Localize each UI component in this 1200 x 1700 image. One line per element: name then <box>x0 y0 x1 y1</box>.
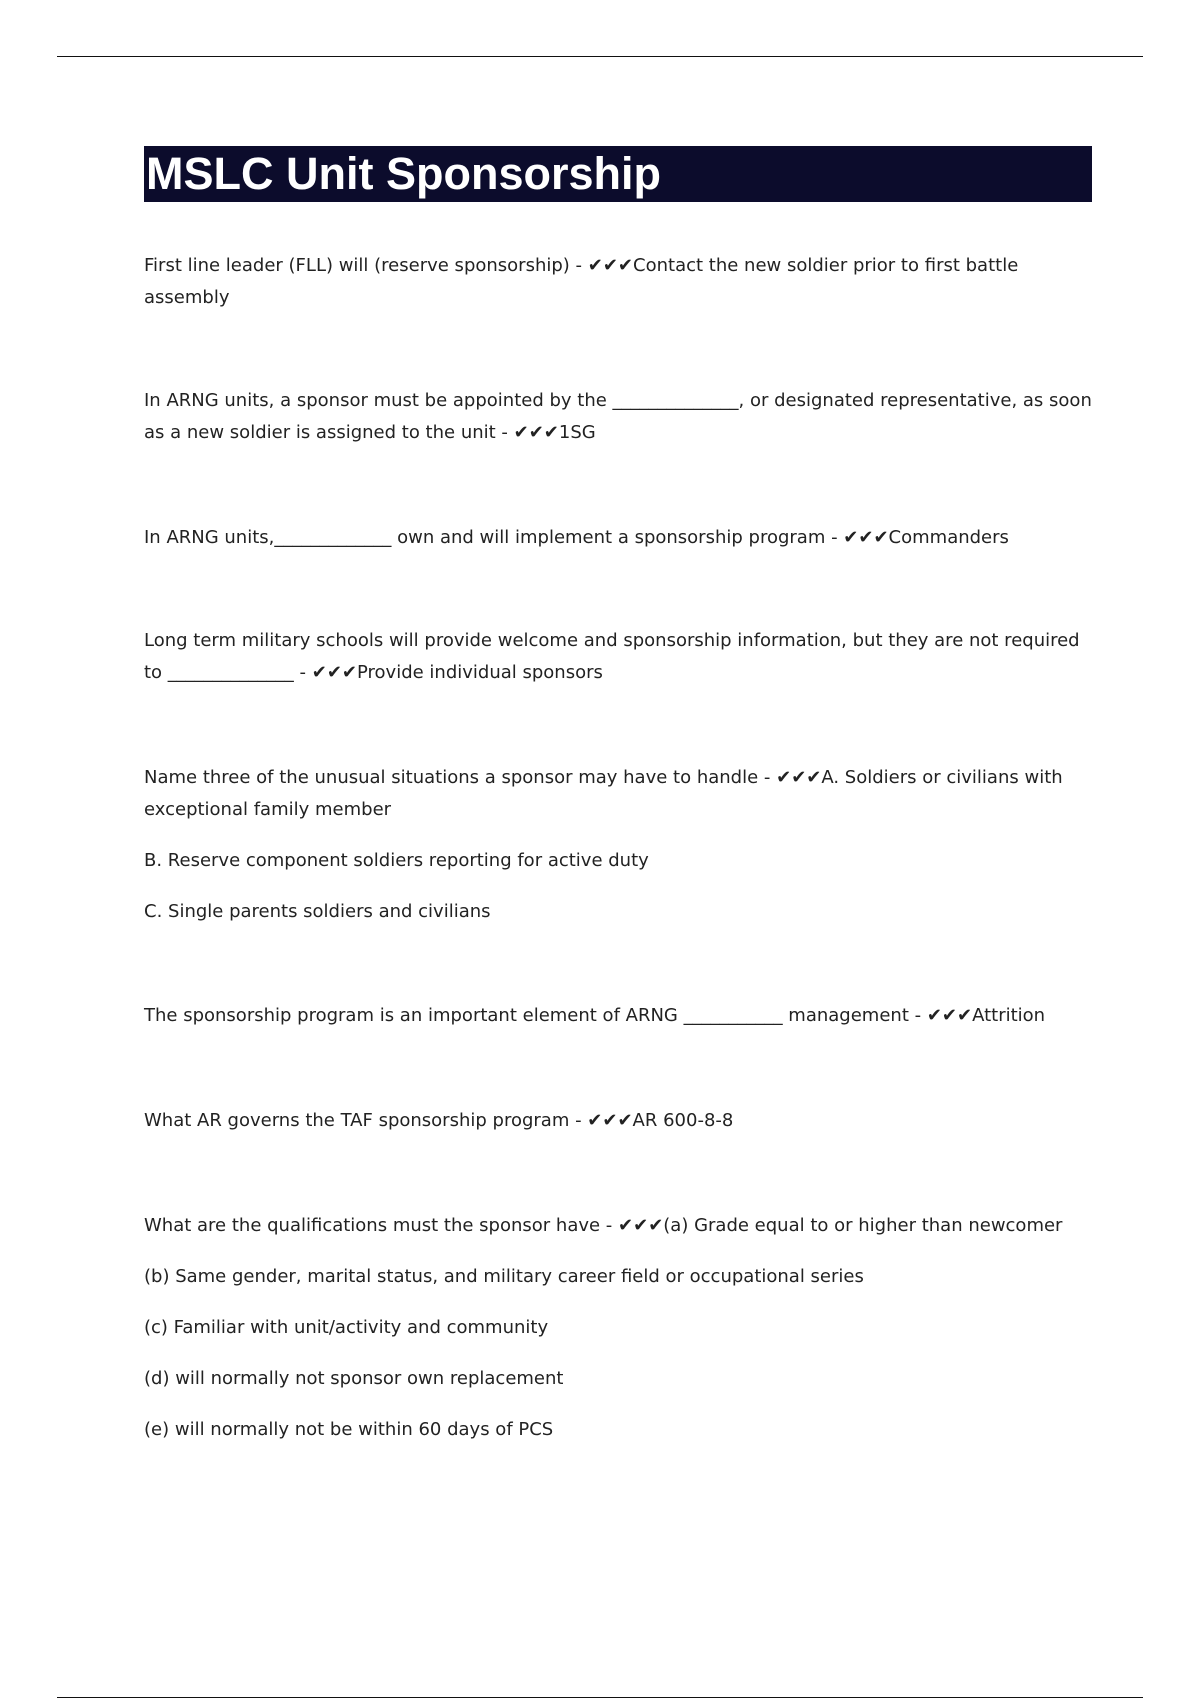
qa-question-line <box>144 250 1092 314</box>
qa-item <box>144 1210 1092 1446</box>
answer-text: Commanders <box>888 527 1009 548</box>
qa-item <box>144 1105 1092 1137</box>
qa-question-line <box>144 625 1092 689</box>
answer-text: 1SG <box>558 422 596 443</box>
check-mark-icon: ✔✔✔ <box>618 1215 664 1236</box>
answer-text: AR 600-8-8 <box>632 1110 734 1131</box>
qa-item <box>144 385 1092 449</box>
qa-question-line <box>144 385 1092 449</box>
question-text: What are the qualifications must the sponsor have - <box>144 1215 619 1236</box>
qa-question-line <box>144 762 1092 826</box>
qa-question-line <box>144 522 1092 554</box>
check-mark-icon: ✔✔✔ <box>311 662 357 683</box>
qa-question-line <box>144 1000 1092 1032</box>
answer-text: Provide individual sponsors <box>356 662 603 683</box>
document-body <box>144 146 1092 1440</box>
answer-continuation: B. Reserve component soldiers reporting for active duty <box>144 850 649 871</box>
question-text: In ARNG units,_____________ own and will implement a sponsorship program - <box>144 527 844 548</box>
document-title: MSLC Unit Sponsorship <box>144 146 1092 202</box>
check-mark-icon: ✔✔✔ <box>587 1110 633 1131</box>
question-text: Long term military schools will provide welcome and sponsorship information, but they are not required to ______________ - <box>144 630 1080 683</box>
answer-text: A. Soldiers or civilians with exceptional family member <box>144 767 1063 820</box>
answer-text: Attrition <box>972 1005 1046 1026</box>
qa-item <box>144 625 1092 689</box>
check-mark-icon: ✔✔✔ <box>587 255 634 276</box>
check-mark-icon: ✔✔✔ <box>926 1005 973 1026</box>
answer-continuation: (e) will normally not be within 60 days of PCS <box>144 1419 554 1440</box>
question-text: In ARNG units, a sponsor must be appointed by the ______________, or designated representative, as soon as a new soldier is assigned to the unit - <box>144 390 1092 443</box>
bottom-rule <box>57 1697 1143 1698</box>
check-mark-icon: ✔✔✔ <box>513 422 559 443</box>
answer-text: (a) Grade equal to or higher than newcomer <box>663 1215 1063 1236</box>
qa-question-line <box>144 1210 1092 1242</box>
check-mark-icon: ✔✔✔ <box>776 767 822 788</box>
question-text: Name three of the unusual situations a sponsor may have to handle - <box>144 767 777 788</box>
question-text: What AR governs the TAF sponsorship program - <box>144 1110 588 1131</box>
answer-continuation: (b) Same gender, marital status, and military career field or occupational series <box>144 1266 864 1287</box>
answer-continuation: (d) will normally not sponsor own replacement <box>144 1368 564 1389</box>
qa-item <box>144 250 1092 314</box>
qa-item <box>144 522 1092 554</box>
answer-continuation: C. Single parents soldiers and civilians <box>144 901 491 922</box>
top-rule <box>57 56 1143 57</box>
qa-item <box>144 762 1092 928</box>
qa-question-line <box>144 1105 1092 1137</box>
answer-continuation: (c) Familiar with unit/activity and community <box>144 1317 549 1338</box>
question-text: First line leader (FLL) will (reserve sponsorship) - <box>144 255 588 276</box>
question-text: The sponsorship program is an important element of ARNG ___________ management - <box>144 1005 927 1026</box>
check-mark-icon: ✔✔✔ <box>843 527 889 548</box>
answer-text: Contact the new soldier prior to first battle assembly <box>144 255 1019 308</box>
qa-item <box>144 1000 1092 1032</box>
